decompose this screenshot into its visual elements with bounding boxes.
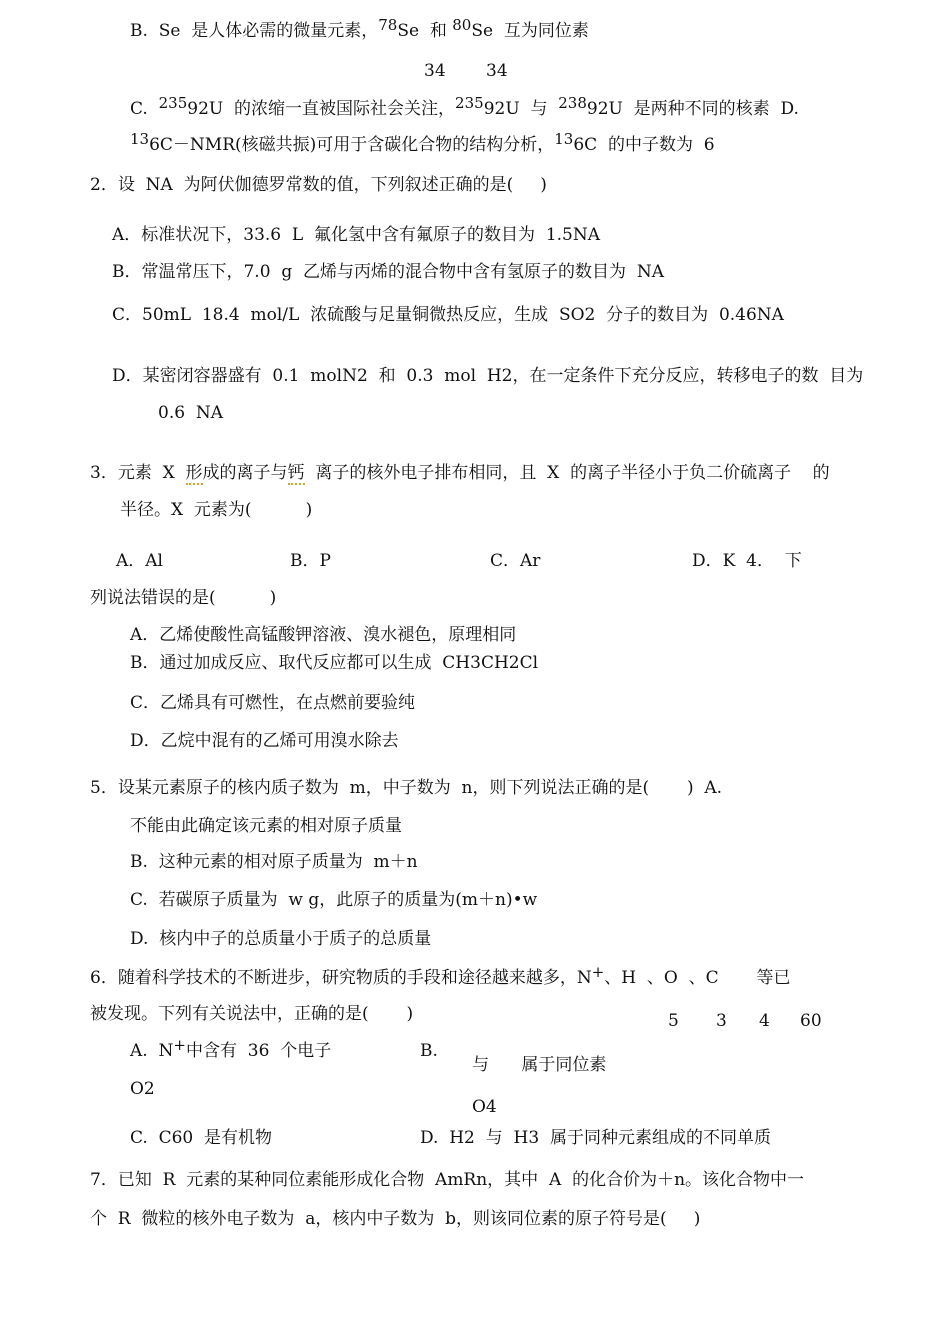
subscript-c: 60 <box>800 1011 822 1031</box>
q4-option-c: C．乙烯具有可燃性，在点燃前要验纯 <box>130 693 416 713</box>
q6-o4: O4 <box>472 1097 497 1117</box>
q6-option-a <box>130 1036 332 1062</box>
q1-b-text: B. Se 是人体必需的微量元素， <box>130 21 379 41</box>
charge-sup: + <box>591 963 605 981</box>
q2-option-b: B．常温常压下，7.0 g 乙烯与丙烯的混合物中含有氢原子的数目为 NA <box>112 262 664 282</box>
q1-b-text2: Se 和 <box>397 21 453 41</box>
q5-option-d: D. 核内中子的总质量小于质子的总质量 <box>130 929 432 949</box>
q6-stem-a: 6．随着科学技术的不断进步，研究物质的手段和途径越来越多，N <box>90 968 592 988</box>
q4-option-a: A．乙烯使酸性高锰酸钾溶液、溴水褪色，原理相同 <box>130 625 517 645</box>
q7-stem: 7．已知 R 元素的某种同位素能形成化合物 AmRn，其中 A 的化合价为＋n。该化合物中一 <box>90 1170 805 1190</box>
q2-option-a: A．标准状况下，33.6 L 氟化氢中含有氟原子的数目为 1.5NA <box>112 225 601 245</box>
q1-c-text2: 92U 与 <box>483 99 559 119</box>
q3-stem-a: 3．元素 X <box>90 463 186 483</box>
q4-stem: 列说法错误的是( ) <box>90 588 277 608</box>
q2-option-d: D．某密闭容器盛有 0.1 molN2 和 0.3 mol H2，在一定条件下充分反应，转移电子的数 目为 <box>112 366 864 386</box>
q6-a-pre: A. N <box>130 1041 174 1061</box>
mass-number: 13 <box>130 130 150 148</box>
atomic-number: 34 <box>486 61 508 81</box>
q3-stem-mark1: 形 <box>185 463 203 483</box>
q6-o2: O2 <box>130 1079 155 1099</box>
q1-c-text3: 92U 是两种不同的核素 D. <box>586 99 799 119</box>
q6-stem-b: 、H 、O 、C 等已 <box>604 968 791 988</box>
q6-option-b: 与 属于同位素 <box>472 1055 607 1075</box>
q6-option-c: C. C60 是有机物 <box>130 1128 273 1148</box>
q5-option-b: B. 这种元素的相对原子质量为 m＋n <box>130 852 418 872</box>
subscript-h: 3 <box>716 1011 727 1031</box>
q3-option-b: B．P <box>290 551 331 571</box>
q2-option-c: C．50mL 18.4 mol/L 浓硫酸与足量铜微热反应，生成 SO2 分子的数目为 0.46NA <box>112 305 784 325</box>
q4-option-b: B．通过加成反应、取代反应都可以生成 CH3CH2Cl <box>130 653 539 673</box>
mass-number: 235 <box>158 94 188 112</box>
q3-stem-mark2: 钙 <box>287 463 305 483</box>
q5-stem: 5．设某元素原子的核内质子数为 m，中子数为 n，则下列说法正确的是( ) A. <box>90 778 723 798</box>
mass-number: 238 <box>558 94 587 112</box>
q1-c-text: 92U 的浓缩一直被国际社会关注， <box>187 99 456 119</box>
q1-d-text2: 6C 的中子数为 6 <box>573 135 715 155</box>
q6-option-b-label: B. <box>420 1041 438 1061</box>
q6-option-d: D. H2 与 H3 属于同种元素组成的不同单质 <box>420 1128 771 1148</box>
mass-number: 80 <box>452 16 472 34</box>
q2-stem: 2．设 NA 为阿伏伽德罗常数的值，下列叙述正确的是( ) <box>90 175 547 195</box>
q6-stem-cont: 被发现。下列有关说法中，正确的是( ) <box>90 1004 414 1024</box>
q5-option-a: 不能由此确定该元素的相对原子质量 <box>130 816 402 836</box>
atomic-number: 34 <box>424 61 446 81</box>
q3-stem <box>90 462 830 484</box>
q6-stem <box>90 963 791 989</box>
q1-option-b <box>130 16 589 42</box>
q3-option-a: A．Al <box>116 551 163 571</box>
q1-d-text: 6C－NMR(核磁共振)可用于含碳化合物的结构分析， <box>149 135 555 155</box>
mass-number: 235 <box>455 94 484 112</box>
q4-option-d: D．乙烷中混有的乙烯可用溴水除去 <box>130 731 399 751</box>
q3-stem-b: 成的离子与 <box>202 463 288 483</box>
q1-b-text3: Se 互为同位素 <box>471 21 589 41</box>
q6-a-post: 中含有 36 个电子 <box>185 1041 332 1061</box>
q1-c-label: C. <box>130 99 159 119</box>
q1-option-c <box>130 94 799 120</box>
subscript-o: 4 <box>759 1011 770 1031</box>
q2-option-d-cont: 0.6 NA <box>158 403 223 423</box>
q3-stem-c: 离子的核外电子排布相同，且 X 的离子半径小于负二价硫离子 的 <box>304 463 830 483</box>
q1-option-d <box>130 130 715 156</box>
subscript-n: 5 <box>668 1011 679 1031</box>
q7-stem-cont: 个 R 微粒的核外电子数为 a，核内中子数为 b，则该同位素的原子符号是( ) <box>90 1209 701 1229</box>
mass-number: 78 <box>378 16 398 34</box>
q5-option-c: C. 若碳原子质量为 w g，此原子的质量为(m＋n)•w <box>130 890 538 910</box>
mass-number: 13 <box>554 130 574 148</box>
q3-option-d: D．K 4． 下 <box>692 551 802 571</box>
q3-stem-cont: 半径。X 元素为( ) <box>120 500 313 520</box>
charge-sup: + <box>173 1036 186 1054</box>
q3-option-c: C．Ar <box>490 551 541 571</box>
